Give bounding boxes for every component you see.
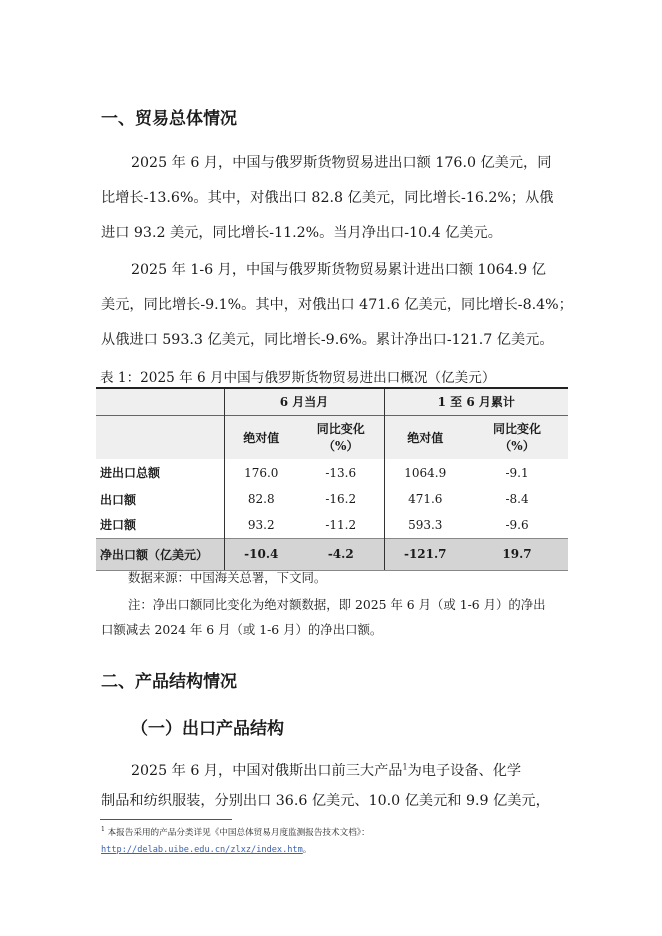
header-group-month: 6 月当月 (224, 388, 384, 415)
header-ytd-yoy-label: 同比变化 (493, 422, 542, 437)
cell-net-month-yoy: -4.2 (298, 538, 384, 570)
footnote-link[interactable]: http://delab.uibe.edu.cn/zlxz/index.htm (101, 845, 303, 855)
cell-export-ytd-yoy: -8.4 (505, 492, 529, 506)
table-note-line-1: 注：净出口额同比变化为绝对额数据，即 2025 年 6 月（或 1-6 月）的净出 (128, 597, 546, 612)
paragraph-export-line-1 (131, 760, 521, 780)
header-ytd-yoy-unit: （%） (499, 439, 535, 454)
row-label-net: 净出口额（亿美元） (96, 538, 224, 570)
footnote-link-line (101, 843, 311, 855)
table-row-net (96, 538, 568, 570)
cell-import-ytd-abs: 593.3 (384, 512, 466, 538)
section-heading-trade-overview: 一、贸易总体情况 (101, 109, 237, 129)
paragraph-export-text-b: 为电子设备、化学 (407, 763, 522, 779)
footnote-text-line (101, 826, 370, 838)
cell-net-ytd-abs: -121.7 (384, 538, 466, 570)
row-label-total: 进出口总额 (100, 466, 161, 480)
cell-export-month-yoy: -16.2 (325, 492, 357, 506)
cell-export-ytd-abs: 471.6 (384, 486, 466, 512)
paragraph-ytd-line-3: 从俄进口 593.3 亿美元，同比增长-9.6%。累计净出口-121.7 亿美元。 (101, 332, 554, 348)
paragraph-june-line-1: 2025 年 6 月，中国与俄罗斯货物贸易进出口额 176.0 亿美元，同 (131, 155, 552, 171)
table-row (96, 486, 568, 512)
cell-total-ytd-abs: 1064.9 (384, 459, 466, 486)
header-month-yoy-label: 同比变化 (316, 422, 365, 437)
trade-summary-table (96, 387, 568, 571)
row-label-export: 出口额 (100, 492, 137, 507)
cell-total-ytd-yoy: -9.1 (505, 465, 529, 480)
cell-net-ytd-yoy: 19.7 (466, 538, 568, 570)
header-group-ytd: 1 至 6 月累计 (384, 388, 568, 415)
paragraph-ytd-line-2: 美元，同比增长-9.1%。其中，对俄出口 471.6 亿美元，同比增长-8.4%； (101, 297, 573, 313)
table-row (96, 459, 568, 486)
section-heading-product-structure: 二、产品结构情况 (101, 672, 237, 692)
header-ytd-abs: 绝对值 (384, 415, 466, 459)
paragraph-ytd-line-1: 2025 年 1-6 月，中国与俄罗斯货物贸易累计进出口额 1064.9 亿 (131, 262, 546, 278)
footnote-trailing: 。 (302, 845, 312, 855)
cell-total-month-yoy: -13.6 (325, 465, 357, 480)
header-month-yoy-unit: （%） (323, 439, 359, 454)
paragraph-export-line-2: 制品和纺织服装，分别出口 36.6 亿美元、10.0 亿美元和 9.9 亿美元， (101, 793, 550, 809)
paragraph-june-line-3: 进口 93.2 美元，同比增长-11.2%。当月净出口-10.4 亿美元。 (101, 225, 502, 241)
table-corner-cell (96, 388, 224, 415)
table-row (96, 512, 568, 538)
footnote-text: 本报告采用的产品分类详见《中国总体贸易月度监测报告技术文档》： (107, 828, 370, 838)
header-month-abs: 绝对值 (224, 415, 298, 459)
footnote-separator (100, 819, 232, 820)
table-note-line-2: 口额减去 2024 年 6 月（或 1-6 月）的净出口额。 (101, 622, 383, 637)
cell-export-month-abs: 82.8 (224, 486, 298, 512)
cell-total-month-abs: 176.0 (224, 459, 298, 486)
header-month-yoy (298, 415, 384, 459)
paragraph-june-line-2: 比增长-13.6%。其中，对俄出口 82.8 亿美元，同比增长-16.2%；从俄 (101, 190, 554, 206)
cell-import-ytd-yoy: -9.6 (505, 517, 529, 532)
table-caption: 表 1：2025 年 6 月中国与俄罗斯货物贸易进出口概况（亿美元） (100, 370, 496, 386)
paragraph-export-text-a: 2025 年 6 月，中国对俄斯出口前三大产品 (131, 763, 403, 779)
table-corner-cell-2 (96, 415, 224, 459)
footnote-mark: 1 (101, 826, 105, 834)
cell-import-month-abs: 93.2 (224, 512, 298, 538)
table-source: 数据来源：中国海关总署，下文同。 (128, 570, 327, 585)
header-ytd-yoy (466, 415, 568, 459)
row-label-import: 进口额 (100, 518, 137, 533)
subsection-heading-export-structure: （一）出口产品结构 (131, 719, 284, 739)
cell-net-month-abs: -10.4 (224, 538, 298, 570)
cell-import-month-yoy: -11.2 (325, 517, 357, 532)
footnote-reference[interactable]: 1 (402, 762, 408, 772)
